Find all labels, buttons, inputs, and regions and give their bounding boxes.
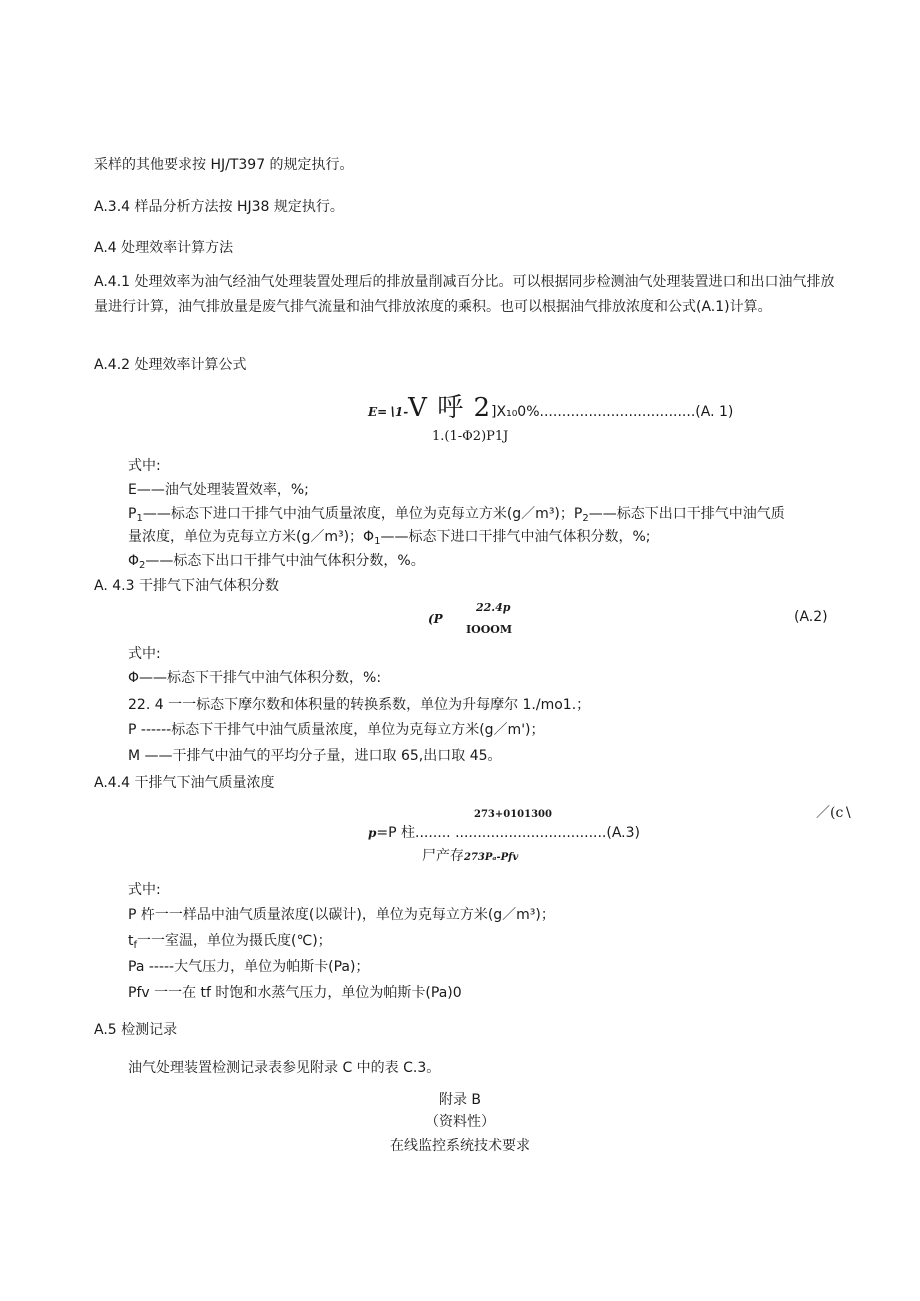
definition-e: E——油气处理装置效率，%; [128,482,309,498]
subscript-2: 2 [582,513,589,524]
equation-a2-lhs: (P [428,612,443,626]
where-label-2: 式中: [128,646,161,662]
equation-a3-right: ／(c∖ [816,805,853,821]
definition-p1-text: ——标态下进口干排气中油气质量浓度，单位为克每立方米(g／m³)；P [142,506,583,522]
where-label-3: 式中: [128,882,161,898]
definition-tf [128,931,332,956]
definition-p: P ------标态下干排气中油气质量浓度，单位为克每立方米(g／m')； [128,722,545,738]
equation-a2-numerator: 22.4p [476,601,511,614]
symbol-t: t [128,933,134,949]
appendix-name: 在线监控系统技术要求 [390,1138,530,1154]
appendix-type: （资料性） [425,1114,495,1130]
equation-a3-top: 273+0101300 [474,809,552,820]
definition-p1-p2 [128,504,785,529]
definition-phi2 [128,551,425,576]
definition-pfv: Pfv 一一在 tf 时饱和水蒸气压力，单位为帕斯卡(Pa)0 [128,985,462,1001]
definition-phi: Φ——标态下干排气中油气体积分数，%: [128,670,382,686]
equation-a2-tag: (A.2) [794,609,828,625]
definition-p2-text-cont: 量浓度，单位为克每立方米(g／m³)；Φ [128,529,375,545]
appendix-title: 附录 B [438,1092,482,1108]
paragraph-sampling-requirements: 采样的其他要求按 HJ/T397 的规定执行。 [94,157,354,173]
clause-a-4-4: A.4.4 干排气下油气质量浓度 [94,775,275,791]
clause-a-4-1: A.4.1 处理效率为油气经油气处理装置处理后的排放量削减百分比。可以根据同步检测油气处理装置进口和出口油气排放量进行计算，油气排放量是废气排气流量和油气排放浓度的乘积。也可以根据油气排放浓度和公式(A.1)计算。 [94,274,835,315]
definition-pa: Pa -----大气压力，单位为帕斯卡(Pa)； [128,959,370,975]
equation-a3-main [368,823,640,843]
where-label-1: 式中: [128,458,161,474]
equation-a1 [368,393,734,423]
symbol-phi: Φ [128,553,140,569]
subscript-1: 1 [374,536,381,547]
definition-p-sample: P 杵一一样品中油气质量浓度(以碳计)，单位为克每立方米(g／m³)； [128,907,555,923]
definition-22-4: 22. 4 一一标态下摩尔数和体积量的转换系数，单位为升每摩尔 1./mo1.； [128,697,591,713]
definition-p2-phi1 [128,527,651,552]
equation-a1-lhs: E=∖1- [368,405,409,419]
symbol-p: P [128,506,137,522]
clause-a-4-3: A. 4.3 干排气下油气体积分数 [94,578,279,594]
subscript-1: 1 [136,513,143,524]
equation-a3-bottom [422,846,518,868]
equation-a3-lhs: p [368,826,377,840]
equation-a1-rest: ]X₁₀0%...................................(A. 1) [491,404,734,420]
equation-a3-bottom-formula: 273Pₐ-Pfv [464,852,519,863]
equation-a3-bottom-text: 尸产存 [422,848,464,864]
definition-phi2-text: ——标态下出口干排气中油气体积分数，%。 [145,553,425,569]
equation-a1-denominator: 1.(1-Φ2)P1J [432,429,509,444]
definition-tf-text: 一一室温，单位为摄氏度(℃)； [137,933,332,949]
section-heading-a-4: A.4 处理效率计算方法 [94,240,234,256]
equation-a3-body: =P 柱........ ..................................(A.3) [376,825,640,841]
subscript-f: f [133,940,138,951]
detection-record-text: 油气处理装置检测记录表参见附录 C 中的表 C.3。 [128,1060,441,1076]
clause-a-3-4: A.3.4 样品分析方法按 HJ38 规定执行。 [94,199,344,215]
section-heading-a-5: A.5 检测记录 [94,1022,178,1038]
definition-phi1-text: ——标态下进口干排气中油气体积分数，%; [380,529,651,545]
definition-m: M ——干排气中油气的平均分子量，进口取 65,出口取 45。 [128,748,502,764]
subscript-2: 2 [139,560,146,571]
equation-a2-denominator: IOOOM [466,623,513,636]
equation-a1-symbol: V 呼 2 [408,393,492,423]
definition-p2-text: ——标态下出口干排气中油气质 [588,506,785,522]
clause-a-4-2: A.4.2 处理效率计算公式 [94,357,247,373]
